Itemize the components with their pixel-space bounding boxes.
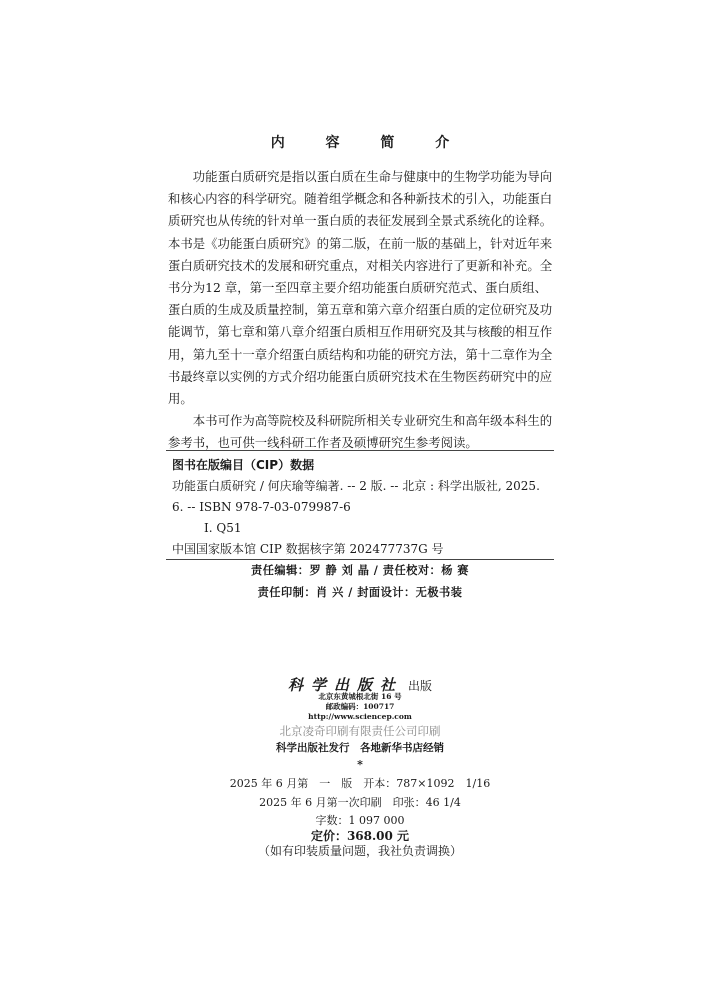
publisher-website: http://www.sciencep.com — [308, 712, 412, 721]
printing-line: 2025 年 6 月第一次印刷 印张：46 1/4 — [259, 796, 461, 809]
cip-record: 功能蛋白质研究 / 何庆瑜等编著. -- 2 版. -- 北京 : 科学出版社, 2025. 6. -- ISBN 978-7-03-079987-6 — [172, 479, 540, 514]
word-count: 字数：1 097 000 — [315, 814, 405, 827]
cip-classification: Ⅰ. Q51 — [204, 521, 242, 535]
quality-notice: （如有印装质量问题，我社负责调换） — [257, 844, 462, 858]
cip-bottom-rule — [166, 559, 554, 560]
synopsis-paragraph: 本书可作为高等院校及科研院所相关专业研究生和高年级本科生的参考书，也可供一线科研工作者及硕博研究生参考阅读。 — [168, 413, 553, 451]
publisher-postcode: 邮政编码：100717 — [325, 702, 395, 711]
cip-top-rule — [166, 450, 554, 451]
publisher-suffix: 出版 — [408, 679, 433, 693]
price: 定价：368.00 元 — [310, 829, 410, 843]
separator-star: * — [357, 758, 363, 771]
publisher-address: 北京东黄城根北街 16 号 — [318, 692, 402, 701]
cip-approval: 中国国家版本馆 CIP 数据核字第 202477737G 号 — [172, 542, 444, 556]
cip-heading: 图书在版编目（CIP）数据 — [172, 458, 315, 472]
printer-line: 北京凌奇印刷有限责任公司印刷 — [279, 724, 441, 738]
page-title: 内 容 简 介 — [270, 135, 468, 151]
distribution-line: 科学出版社发行 各地新华书店经销 — [276, 742, 444, 754]
synopsis — [168, 166, 554, 455]
cip-block — [172, 455, 554, 560]
editor-credits: 责任编辑：罗 静 刘 晶 / 责任校对：杨 赛 — [251, 564, 469, 577]
synopsis-paragraph: 功能蛋白质研究是指以蛋白质在生命与健康中的生物学功能为导向和核心内容的科学研究。随着组学概念和各种新技术的引入，功能蛋白质研究也从传统的针对单一蛋白质的表征发展到全景式系统化的诠释。本书是《功能蛋白质研究》的第二版，在前一版的基础上，针对近年来蛋白质研究技术的发展和研究重点，对相关内容进行了更新和补充。全书分为12 章，第一至四章主要介绍功能蛋白质研究范式、蛋白质组、蛋白质的生成及质量控制，第五章和第六章介绍蛋白质的定位研究及功能调节，第七章和第八章介绍蛋白质相互作用研究及其与核酸的相互作用，第九至十一章介绍蛋白质结构和功能的研究方法，第十二章作为全书最终章以实例的方式介绍功能蛋白质研究技术在生物医药研究中的应用。 — [168, 169, 553, 407]
publisher-name: 科学出版社 — [287, 676, 403, 694]
edition-line: 2025 年 6 月第 一 版 开本：787×1092 1/16 — [229, 777, 491, 790]
production-credits: 责任印制：肖 兴 / 封面设计：无极书装 — [257, 586, 463, 599]
